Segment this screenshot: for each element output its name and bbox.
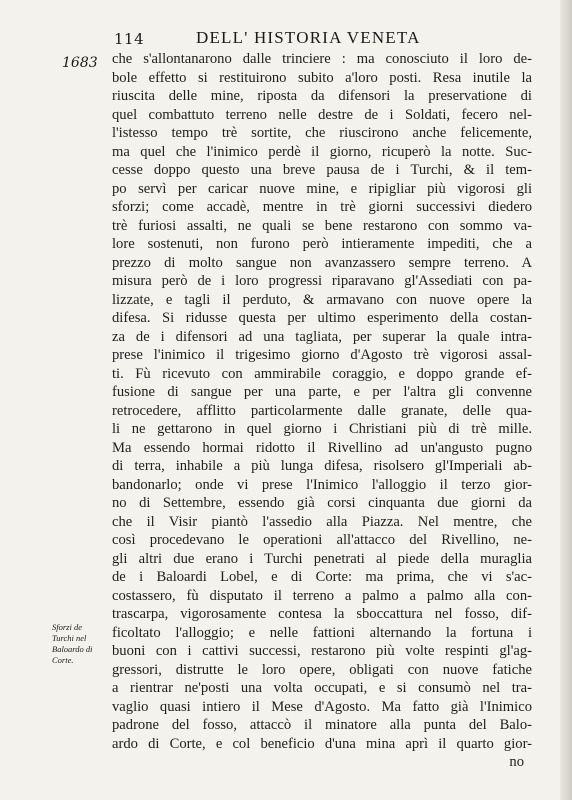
text-line: no di Settembre, essendo già corsi cinquanta due giorni da — [112, 495, 532, 511]
text-line: fusione di sangue per una parte, e per l'altra gli convenne — [112, 384, 532, 400]
text-line: quel combattuto terreno nelle destre de i Soldati, fecero nel- — [112, 106, 532, 123]
text-line: li ne gettarono in quel giorno i Christiani più di trè mille. — [112, 421, 532, 437]
text-line: vaglio quasi intiero il Mese d'Agosto. Ma fatto già l'Inimico — [112, 698, 532, 715]
text-line: l'istesso tempo trè sortite, che riuscirono anche felicemente, — [112, 125, 532, 141]
text-line: misura però de i loro progressi riparavano gl'Assediati con pa- — [112, 273, 532, 289]
margin-note-line: Corte. — [52, 655, 74, 665]
margin-year: 1683 — [62, 55, 98, 71]
text-line: retrocedere, afflitto particolarmente dalle granate, delle qua- — [112, 402, 532, 419]
text-line: ti. Fù ricevuto con ammirabile coraggio, e doppo grande ef- — [112, 365, 532, 382]
text-line: Ma essendo hormai ridotto il Rivellino ad un'angusto pugno — [112, 439, 532, 456]
text-line: costassero, fù disputato il terreno a palmo a palmo alla con- — [112, 587, 532, 604]
text-line: ficoltato l'alloggio; e nelle fattioni alternando la fortuna i — [112, 624, 532, 641]
margin-note-line: Sforzi de — [52, 622, 82, 632]
text-line: de i Baloardi Lobel, e di Corte: ma prima, che vi s'ac- — [112, 569, 532, 585]
text-line: za de i difensori ad una tagliata, per superar la quale intra- — [112, 328, 532, 345]
text-line: bole effetto si restituirono subito a'loro posti. Resa inutile la — [112, 69, 532, 86]
text-line: di terra, inhabile a più lunga difesa, risolsero gl'Imperiali ab- — [112, 458, 532, 474]
text-line: buoni con i cattivi successi, restarono più volte respinti gl'ag- — [112, 643, 532, 659]
margin-note-line: Baloardo di — [52, 644, 93, 654]
body-text — [112, 50, 532, 772]
text-line: così procedevano le operationi all'attacco del Rivellino, ne- — [112, 532, 532, 548]
text-line: cesse doppo questo una breve pausa de i Turchi, & il tem- — [112, 162, 532, 178]
text-line: bandonarlo; onde vi prese l'Inimico l'alloggio il terzo gior- — [112, 476, 532, 493]
text-line: gli altri due erano i Turchi penetrati al piede della muraglia — [112, 550, 532, 567]
margin-note — [52, 622, 114, 666]
margin-note-line: Turchi nel — [52, 633, 87, 643]
page-edge — [560, 0, 572, 800]
text-line: no — [509, 754, 524, 770]
page-number: 114 — [114, 30, 145, 48]
text-line: prese l'inimico il trigesimo giorno d'Agosto trè vigorosi assal- — [112, 347, 532, 363]
text-line: sforzi; come accadè, mentre in trè giorni successivi diedero — [112, 199, 532, 215]
text-line: trè furiosi assalti, ne quali se bene restarono con sommo va- — [112, 217, 532, 234]
text-line: trascarpa, vigorosamente contesa la sboccattura nel fosso, dif- — [112, 606, 532, 622]
text-line: po servì per caricar nuove mine, e ripigliar più vigorosi gli — [112, 180, 532, 197]
text-line: lore sostenuti, non furono però intieramente impediti, che a — [112, 236, 532, 252]
text-line: gressori, distrutte le loro opere, obligati con nuove fatiche — [112, 661, 532, 678]
text-line: prezzo di molto sangue non avanzassero sempre terreno. A — [112, 254, 532, 271]
text-line: che il Visir piantò l'assedio alla Piazza. Nel mentre, che — [112, 513, 532, 530]
text-line: padrone del fosso, attaccò il minatore alla punta del Balo- — [112, 717, 532, 733]
text-line: riuscita delle mine, riposta da difensori la preservatione di — [112, 88, 532, 104]
text-line: difesa. Si ridusse questa per ultimo esperimento della costan- — [112, 310, 532, 326]
text-line: lizzate, e tagli il perduto, & armavano con nuove opere la — [112, 291, 532, 308]
running-head: DELL' HISTORIA VENETA — [196, 28, 421, 47]
text-line: che s'allontanarono dalle trinciere : ma conosciuto il loro de- — [112, 51, 532, 67]
text-line: ma quel che l'inimico perdè il giorno, ricuperò la notte. Suc- — [112, 143, 532, 160]
text-line: ardo di Corte, e col beneficio d'una mina aprì il quarto gior- — [112, 735, 532, 752]
text-line: a rientrar ne'posti una volta occupati, e si consumò nel tra- — [112, 680, 532, 696]
